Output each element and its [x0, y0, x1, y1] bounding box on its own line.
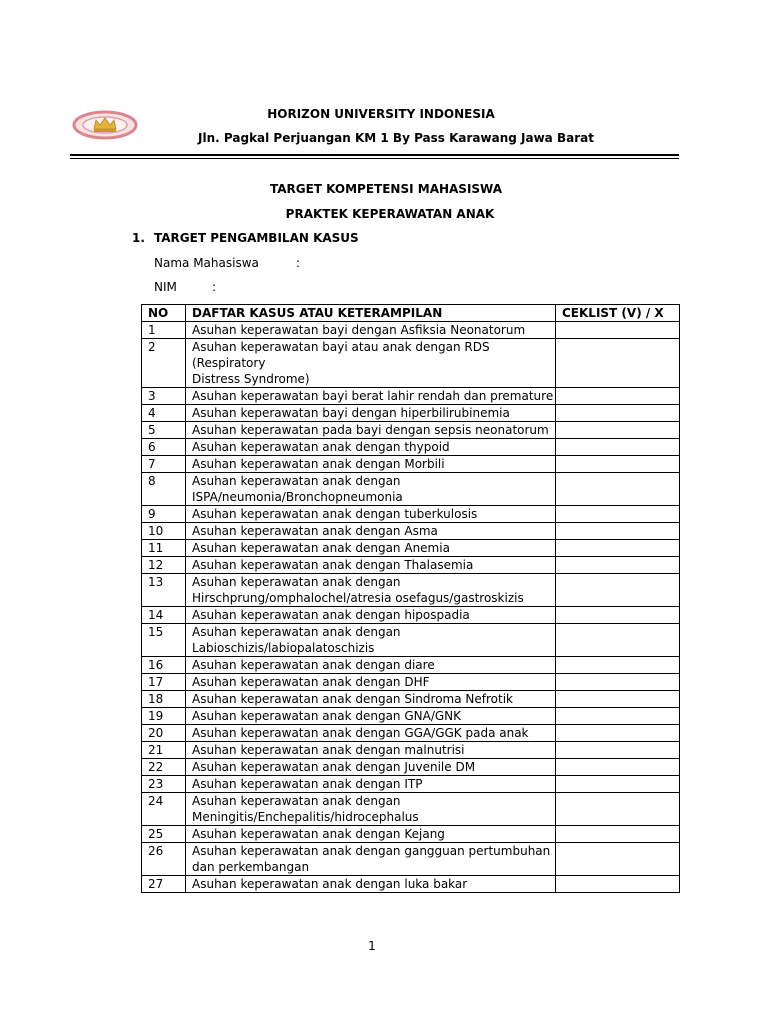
- checklist-cell[interactable]: [556, 322, 680, 339]
- case-description: [186, 607, 556, 624]
- row-number: 25: [142, 826, 186, 843]
- header-divider-thick: [70, 154, 679, 156]
- case-description: [186, 506, 556, 523]
- case-description: [186, 725, 556, 742]
- table-row: [142, 876, 680, 893]
- case-description-line: Asuhan keperawatan anak dengan Anemia: [192, 541, 450, 555]
- row-number: 24: [142, 793, 186, 826]
- row-number: 16: [142, 657, 186, 674]
- case-description-line: Asuhan keperawatan bayi atau anak dengan RDS (Respiratory: [192, 340, 490, 370]
- case-description: [186, 691, 556, 708]
- checklist-cell[interactable]: [556, 456, 680, 473]
- case-description: [186, 388, 556, 405]
- table-row: [142, 657, 680, 674]
- case-description: [186, 708, 556, 725]
- table-header-row: [142, 305, 680, 322]
- row-number: 11: [142, 540, 186, 557]
- row-number: 1: [142, 322, 186, 339]
- university-name: HORIZON UNIVERSITY INDONESIA: [267, 107, 495, 121]
- case-description-line: Labioschizis/labiopalatoschizis: [192, 641, 375, 655]
- header-no: NO: [142, 305, 186, 322]
- checklist-cell[interactable]: [556, 574, 680, 607]
- table-row: [142, 674, 680, 691]
- table-row: [142, 607, 680, 624]
- case-description-line: Hirschprung/omphalochel/atresia osefagus/gastroskizis: [192, 591, 524, 605]
- table-row: [142, 691, 680, 708]
- row-number: 15: [142, 624, 186, 657]
- page-number: 1: [368, 939, 376, 953]
- checklist-cell[interactable]: [556, 405, 680, 422]
- checklist-cell[interactable]: [556, 759, 680, 776]
- checklist-cell[interactable]: [556, 876, 680, 893]
- row-number: 7: [142, 456, 186, 473]
- case-description-line: Asuhan keperawatan anak dengan ITP: [192, 777, 423, 791]
- case-description: [186, 574, 556, 607]
- table-row: [142, 742, 680, 759]
- case-description-line: Asuhan keperawatan anak dengan gangguan pertumbuhan: [192, 844, 551, 858]
- checklist-cell[interactable]: [556, 439, 680, 456]
- document-subtitle: PRAKTEK KEPERAWATAN ANAK: [285, 207, 495, 221]
- case-description-line: Asuhan keperawatan anak dengan tuberkulosis: [192, 507, 478, 521]
- row-number: 23: [142, 776, 186, 793]
- table-row: [142, 405, 680, 422]
- case-description-line: Asuhan keperawatan anak dengan GGA/GGK pada anak: [192, 726, 529, 740]
- row-number: 19: [142, 708, 186, 725]
- nim-label: NIM: [154, 280, 177, 294]
- case-description: [186, 843, 556, 876]
- document-title: TARGET KOMPETENSI MAHASISWA: [269, 182, 503, 196]
- row-number: 4: [142, 405, 186, 422]
- case-description-line: Asuhan keperawatan anak dengan Asma: [192, 524, 438, 538]
- case-description: [186, 876, 556, 893]
- row-number: 22: [142, 759, 186, 776]
- row-number: 20: [142, 725, 186, 742]
- table-row: [142, 776, 680, 793]
- row-number: 9: [142, 506, 186, 523]
- table-row: [142, 725, 680, 742]
- checklist-cell[interactable]: [556, 776, 680, 793]
- case-description-line: Asuhan keperawatan bayi berat lahir rendah dan premature: [192, 389, 554, 403]
- header-divider-thin: [70, 158, 679, 159]
- row-number: 2: [142, 339, 186, 388]
- checklist-cell[interactable]: [556, 674, 680, 691]
- case-description-line: Asuhan keperawatan anak dengan thypoid: [192, 440, 450, 454]
- table-row: [142, 540, 680, 557]
- table-row: [142, 456, 680, 473]
- row-number: 27: [142, 876, 186, 893]
- case-description-line: Asuhan keperawatan pada bayi dengan sepsis neonatorum: [192, 423, 549, 437]
- case-target-table: [141, 304, 680, 893]
- table-row: [142, 506, 680, 523]
- case-description-line: Asuhan keperawatan anak dengan: [192, 625, 401, 639]
- case-description-line: Asuhan keperawatan anak dengan Kejang: [192, 827, 445, 841]
- case-description-line: ISPA/neumonia/Bronchopneumonia: [192, 490, 403, 504]
- checklist-cell[interactable]: [556, 422, 680, 439]
- row-number: 21: [142, 742, 186, 759]
- table-row: [142, 422, 680, 439]
- checklist-cell[interactable]: [556, 473, 680, 506]
- checklist-cell[interactable]: [556, 607, 680, 624]
- table-row: [142, 557, 680, 574]
- section-number: 1.: [132, 231, 145, 245]
- header-ceklist: CEKLIST (V) / X: [556, 305, 680, 322]
- case-description-line: Asuhan keperawatan bayi dengan hiperbilirubinemia: [192, 406, 510, 420]
- checklist-cell[interactable]: [556, 540, 680, 557]
- case-description: [186, 657, 556, 674]
- row-number: 17: [142, 674, 186, 691]
- table-row: [142, 339, 680, 388]
- table-row: [142, 826, 680, 843]
- case-description: [186, 624, 556, 657]
- case-description-line: Asuhan keperawatan anak dengan Thalasemia: [192, 558, 474, 572]
- case-description: [186, 422, 556, 439]
- row-number: 3: [142, 388, 186, 405]
- case-description-line: Asuhan keperawatan anak dengan Morbili: [192, 457, 445, 471]
- header-daftar-kasus: DAFTAR KASUS ATAU KETERAMPILAN: [186, 305, 556, 322]
- university-address: Jln. Pagkal Perjuangan KM 1 By Pass Karawang Jawa Barat: [198, 131, 594, 145]
- case-description-line: Asuhan keperawatan anak dengan DHF: [192, 675, 430, 689]
- case-description-line: Asuhan keperawatan anak dengan luka bakar: [192, 877, 468, 891]
- case-description: [186, 322, 556, 339]
- table-row: [142, 624, 680, 657]
- case-description-line: Asuhan keperawatan bayi dengan Asfiksia Neonatorum: [192, 323, 526, 337]
- table-row: [142, 439, 680, 456]
- table-row: [142, 708, 680, 725]
- case-description-line: Asuhan keperawatan anak dengan: [192, 474, 401, 488]
- case-description: [186, 826, 556, 843]
- case-description-line: dan perkembangan: [192, 860, 310, 874]
- nama-mahasiswa-colon: :: [296, 256, 301, 270]
- checklist-cell[interactable]: [556, 624, 680, 657]
- row-number: 26: [142, 843, 186, 876]
- row-number: 18: [142, 691, 186, 708]
- row-number: 5: [142, 422, 186, 439]
- table-row: [142, 473, 680, 506]
- case-description: [186, 557, 556, 574]
- row-number: 10: [142, 523, 186, 540]
- case-description: [186, 759, 556, 776]
- case-description-line: Asuhan keperawatan anak dengan Sindroma Nefrotik: [192, 692, 513, 706]
- case-description-line: Asuhan keperawatan anak dengan diare: [192, 658, 435, 672]
- case-description: [186, 540, 556, 557]
- row-number: 6: [142, 439, 186, 456]
- checklist-cell[interactable]: [556, 557, 680, 574]
- case-description-line: Asuhan keperawatan anak dengan: [192, 575, 401, 589]
- case-description-line: Distress Syndrome): [192, 372, 310, 386]
- row-number: 12: [142, 557, 186, 574]
- case-description: [186, 793, 556, 826]
- table-row: [142, 843, 680, 876]
- case-description: [186, 339, 556, 388]
- case-description: [186, 439, 556, 456]
- checklist-cell[interactable]: [556, 523, 680, 540]
- table-row: [142, 793, 680, 826]
- case-description-line: Asuhan keperawatan anak dengan hipospadia: [192, 608, 470, 622]
- case-description: [186, 742, 556, 759]
- checklist-cell[interactable]: [556, 506, 680, 523]
- row-number: 8: [142, 473, 186, 506]
- nama-mahasiswa-label: Nama Mahasiswa: [154, 256, 259, 270]
- nim-colon: :: [212, 280, 217, 294]
- checklist-cell[interactable]: [556, 657, 680, 674]
- checklist-cell[interactable]: [556, 708, 680, 725]
- checklist-cell[interactable]: [556, 725, 680, 742]
- checklist-cell[interactable]: [556, 339, 680, 388]
- checklist-cell[interactable]: [556, 742, 680, 759]
- table-body: [142, 322, 680, 893]
- checklist-cell[interactable]: [556, 388, 680, 405]
- checklist-cell[interactable]: [556, 793, 680, 826]
- case-description: [186, 523, 556, 540]
- row-number: 13: [142, 574, 186, 607]
- case-description: [186, 473, 556, 506]
- case-description: [186, 456, 556, 473]
- table-row: [142, 388, 680, 405]
- checklist-cell[interactable]: [556, 691, 680, 708]
- case-description-line: Asuhan keperawatan anak dengan malnutrisi: [192, 743, 465, 757]
- case-description: [186, 776, 556, 793]
- case-description: [186, 674, 556, 691]
- case-description-line: Meningitis/Enchepalitis/hidrocephalus: [192, 810, 419, 824]
- row-number: 14: [142, 607, 186, 624]
- case-description-line: Asuhan keperawatan anak dengan GNA/GNK: [192, 709, 462, 723]
- table-row: [142, 322, 680, 339]
- section-title: TARGET PENGAMBILAN KASUS: [154, 231, 359, 245]
- case-description-line: Asuhan keperawatan anak dengan Juvenile DM: [192, 760, 476, 774]
- checklist-cell[interactable]: [556, 843, 680, 876]
- table-row: [142, 574, 680, 607]
- table-row: [142, 523, 680, 540]
- case-description: [186, 405, 556, 422]
- checklist-cell[interactable]: [556, 826, 680, 843]
- section-heading: [132, 231, 359, 245]
- table-row: [142, 759, 680, 776]
- case-description-line: Asuhan keperawatan anak dengan: [192, 794, 401, 808]
